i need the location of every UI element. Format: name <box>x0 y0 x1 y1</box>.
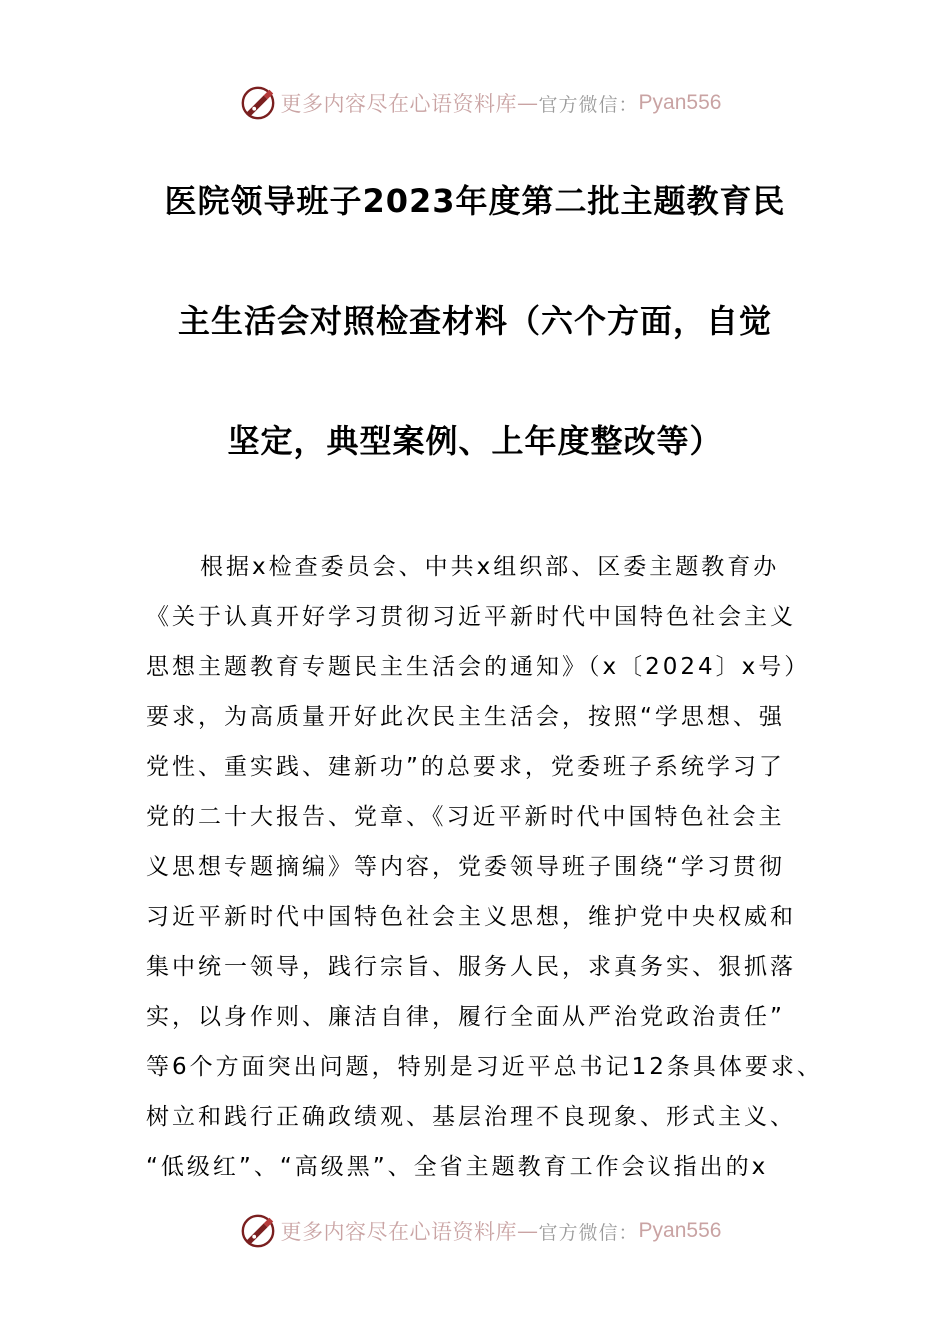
body-line: 根据x检查委员会、中共x组织部、区委主题教育办 <box>200 554 780 580</box>
footer-watermark <box>0 1206 950 1256</box>
watermark-official-label: 官方微信： <box>538 1221 639 1244</box>
watermark-dash: — <box>517 91 539 115</box>
body-line: 要求，为高质量开好此次民主生活会，按照“学思想、强 <box>146 704 785 730</box>
document-title-line-3: 坚定，典型案例、上年度整改等） <box>227 422 723 460</box>
watermark-official-label: 官方微信： <box>538 93 639 116</box>
watermark-dash: — <box>517 1219 539 1243</box>
body-line: 思想主题教育专题民主生活会的通知》（x〔2024〕x号） <box>146 654 811 680</box>
pen-nib-logo-icon <box>239 1212 277 1250</box>
watermark-wechat-id: Pyan556 <box>638 91 722 114</box>
document-title-line-1: 医院领导班子2023年度第二批主题教育民 <box>164 182 786 220</box>
document-title-line-2: 主生活会对照检查材料（六个方面，自觉 <box>177 302 772 340</box>
watermark-text: 更多内容尽在心语资料库 <box>280 1220 518 1244</box>
watermark-content <box>239 1212 722 1250</box>
body-line: 习近平新时代中国特色社会主义思想，维护党中央权威和 <box>146 904 796 930</box>
body-line: 集中统一领导，践行宗旨、服务人民，求真务实、狠抓落 <box>146 954 796 980</box>
pen-nib-logo-icon <box>239 84 277 122</box>
body-line: 等6个方面突出问题，特别是习近平总书记12条具体要求、 <box>146 1054 823 1080</box>
body-line: 党的二十大报告、党章、《习近平新时代中国特色社会主 <box>146 804 785 830</box>
body-line: 《关于认真开好学习贯彻习近平新时代中国特色社会主义 <box>146 604 796 630</box>
watermark-text: 更多内容尽在心语资料库 <box>280 92 518 116</box>
body-line: 树立和践行正确政绩观、基层治理不良现象、形式主义、 <box>146 1104 796 1130</box>
header-watermark <box>0 78 950 128</box>
body-line: “低级红”、“高级黑”、全省主题教育工作会议指出的x <box>146 1154 769 1180</box>
body-line: 实，以身作则、廉洁自律，履行全面从严治党政治责任” <box>146 1004 785 1030</box>
body-line: 义思想专题摘编》等内容，党委领导班子围绕“学习贯彻 <box>146 854 785 880</box>
watermark-content <box>239 84 722 122</box>
body-line: 党性、重实践、建新功”的总要求，党委班子系统学习了 <box>146 754 785 780</box>
watermark-wechat-id: Pyan556 <box>638 1219 722 1242</box>
